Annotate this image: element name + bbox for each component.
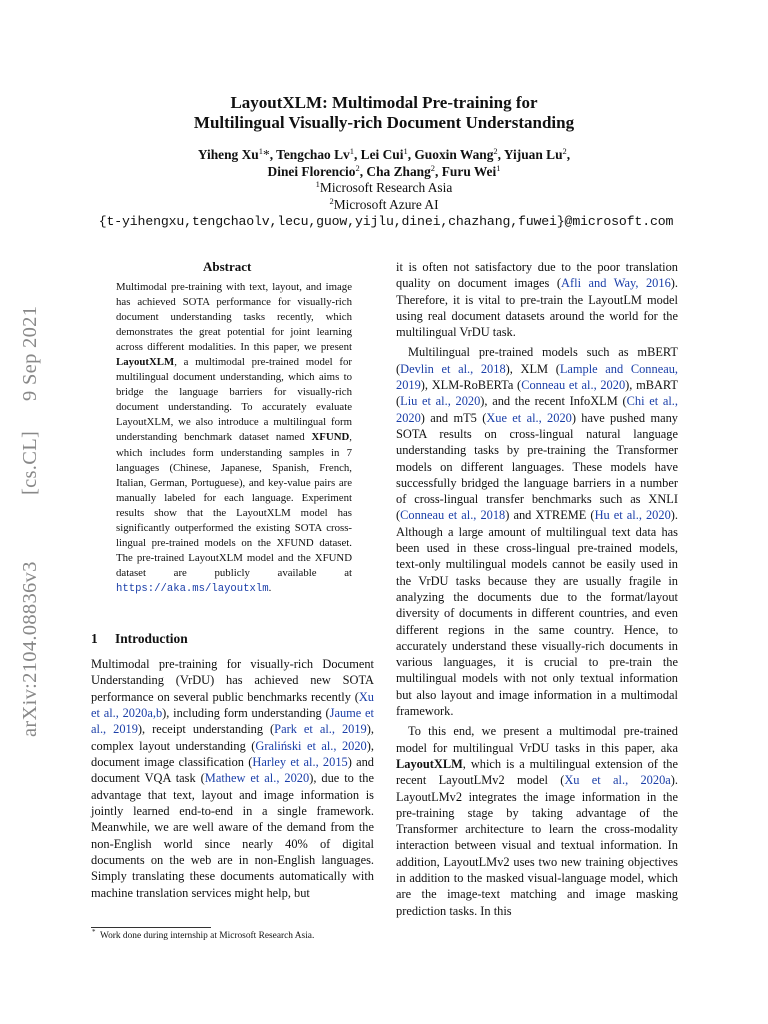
abstract-heading: Abstract [203,259,252,274]
footnote-rule [91,927,211,928]
citation-link[interactable]: Jaume et al., 2019 [91,706,374,737]
citation-link[interactable]: Lample and Conneau, 2019 [396,361,678,393]
paragraph: it is often not satisfactory due to the poor translation quality on document images (Afli and Way, 2016). Therefore, it is vital to pre-train the LayoutLM model using real document datasets around the world for the multilingual VrDU task. [396,260,678,340]
citation-link[interactable]: Xu et al., 2020a,b [91,689,374,721]
authors-line2: Dinei Florencio$^2$, Cha Zhang$^2$, Furu Wei$^1$ [267,163,501,179]
paragraph: Multilingual pre-trained models such as mBERT (Devlin et al., 2018), XLM (Lample and Conneau, 2019), XLM-RoBERTa (Conneau et al., 2020), mBART (Liu et al., 2020), and the recent InfoXLM (Chi et al., 2020) and mT5 (Xue et al., 2020) have pushed many SOTA results on cross-lingual natural language understanding tasks by pre-training the Transformer models on different languages. These models have successfully bridged the language barriers in a number of cross-lingual transfer benchmarks such as XNLI (Conneau et al., 2018) and XTREME (Hu et al., 2020). Although a large amount of multilingual text data has been used in these cross-lingual pre-trained models, text-only multilingual models cannot be easily used in the VrDU tasks because they are usually fragile in analyzing the documents due to the format/layout diversity of documents in different countries, and even different regions in the same country. Hence, to accurately understand these visually-rich documents in various languages, it is crucial to pre-train the multilingual models with not only textual information but also layout and image information in a multimodal framework. [396,345,679,719]
citation-link[interactable]: Mathew et al., 2020 [204,771,310,786]
author: Yijuan Lu [503,147,563,162]
footnote-mark: * [92,928,96,936]
arxiv-id: arXiv:2104.08836v3 [19,561,41,737]
author: Yiheng Xu [197,147,259,162]
citation-link[interactable]: Liu et al., 2020 [400,394,481,409]
footnote: Work done during internship at Microsoft Research Asia. [100,931,315,941]
intro-paragraph: Multimodal pre-training for visually-rich Document Understanding (VrDU) has achieved new SOTA performance on several public benchmarks recently (Xu et al., 2020a,b), including form understanding (Jaume et al., 2019), receipt understanding (Park et al., 2019), complex layout understanding (Graliński et al., 2020), document image classification (Harley et al., 2015) and document VQA task (Mathew et al., 2020), due to the advantage that text, layout and image information is jointly learned end-to-end in a single framework. Meanwhile, we are well aware of the demand from the non-English world since nearly 40% of digital documents on the web are in non-English languages. Simply translating these documents automatically with machine translation services might help, but [91,657,374,900]
author: Guoxin Wang [414,147,494,162]
citation-link[interactable]: Devlin et al., 2018 [400,361,506,376]
citation-link[interactable]: Conneau et al., 2020 [521,378,626,393]
citation-link[interactable]: Conneau et al., 2018 [400,508,506,523]
citation-link[interactable]: Afli and Way, 2016 [561,276,671,291]
arxiv-category: [cs.CL] [19,430,41,495]
citation-link[interactable]: Park et al., 2019 [274,722,367,737]
citation-link[interactable]: Hu et al., 2020 [594,508,671,523]
paper-title-line2: Multilingual Visually-rich Document Understanding [193,113,575,132]
author-emails: {t-yihengxu,tengchaolv,lecu,guow,yijlu,dinei,chazhang,fuwei}@microsoft.com [98,214,674,229]
authors-line1: Yiheng Xu$^1$*, Tengchao Lv$^1$, Lei Cui$^1$, Guoxin Wang$^2$, Yijuan Lu$^2$, [197,146,571,162]
paper-title-line1: LayoutXLM: Multimodal Pre-training for [230,93,538,112]
arxiv-date: 9 Sep 2021 [19,305,41,401]
section-heading-introduction: 1 Introduction [91,631,188,646]
paragraph: To this end, we present a multimodal pre-trained model for multilingual VrDU tasks in this paper, aka LayoutXLM, which is a multilingual extension of the recent LayoutLMv2 model (Xu et al., 2020a). LayoutLMv2 integrates the image information in the pre-training stage by taking advantage of the Transformer architecture to learn the cross-modality interaction between visual and textual information. In addition, LayoutLMv2 uses two new training objectives in addition to the masked visual-language model, which are the image-text matching and image masking prediction tasks. In this [396,724,678,918]
author: Lei Cui [360,147,404,162]
citation-link[interactable]: Xu et al., 2020a [564,773,671,788]
affiliation-1: $^1$Microsoft Research Asia [315,179,453,195]
right-column [396,259,678,919]
citation-link[interactable]: Xue et al., 2020 [486,410,572,425]
citation-link[interactable]: Harley et al., 2015 [252,755,348,770]
abstract-url-link[interactable]: https://aka.ms/layoutxlm [116,582,269,595]
author: Tengchao Lv [276,147,350,162]
author: Dinei Florencio [267,164,356,179]
affiliation-2: $^2$Microsoft Azure AI [329,196,439,212]
abstract-body: Multimodal pre-training with text, layout, and image has achieved SOTA performance for visually-rich document understanding tasks recently, which demonstrates the great potential for joint learning across different modalities. In this paper, we present LayoutXLM, a multimodal pre-trained model for multilingual document understanding, which aims to bridge the language barriers for visually-rich document understanding. To accurately evaluate LayoutXLM, we also introduce a multilingual form understanding benchmark dataset named XFUND, which includes form understanding samples in 7 languages (Chinese, Japanese, Spanish, French, Italian, German, Portuguese), and key-value pairs are manually labeled for each language. Experiment results show that the LayoutXLM model has significantly outperformed the existing SOTA cross-lingual pre-trained models on the XFUND dataset. The pre-trained LayoutXLM model and the XFUND dataset are publicly available at https://aka.ms/layoutxlm. [116,281,352,595]
author: Furu Wei [441,164,497,179]
citation-link[interactable]: Graliński et al., 2020 [255,738,367,753]
citation-link[interactable]: Chi et al., 2020 [396,394,678,425]
author: Cha Zhang [366,164,431,179]
